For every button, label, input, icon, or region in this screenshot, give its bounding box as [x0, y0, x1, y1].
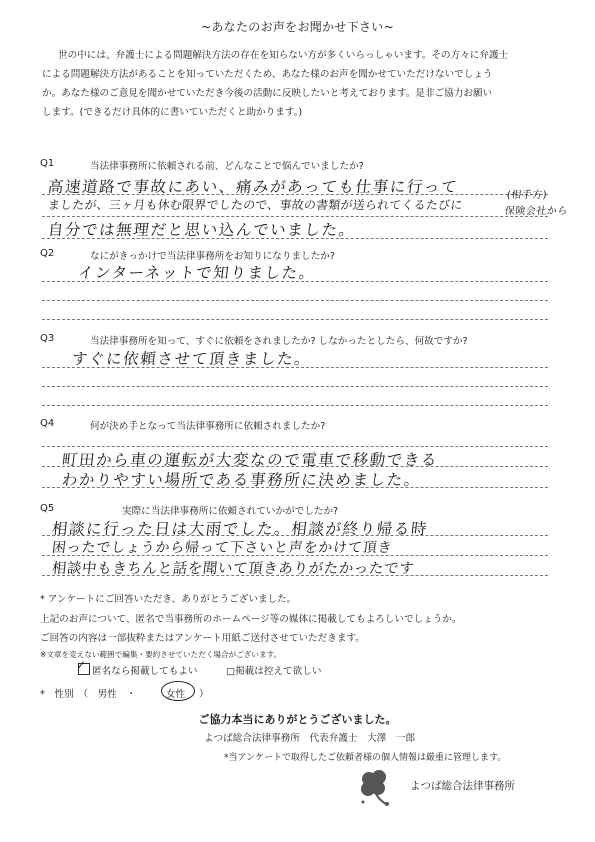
intro-paragraph	[42, 46, 558, 122]
answer-rule	[42, 466, 548, 467]
q5-question: 実際に当法律事務所に依頼されていかがでしたか?	[122, 506, 339, 517]
q3-answer-line: すぐに依頼させて頂きました。	[70, 350, 313, 368]
answer-rule	[42, 216, 548, 217]
q1-answer-line: ましたが、三ヶ月も休む限界でしたので、事故の書類が送られてくるたびに	[47, 198, 464, 212]
gender-selected[interactable]: 女性	[166, 689, 186, 700]
gender-label: * 性別 （ 男性 ・	[40, 689, 136, 700]
q1-number: Q1	[40, 158, 55, 169]
intro-line: か。あなた様のご意見を聞かせていただき今後の活動に反映したいと考えております。是非ご協力お願い	[42, 88, 493, 99]
q1-question: 当法律事務所に依頼される前、どんなことで悩んでいましたか?	[90, 161, 364, 172]
answer-rule	[42, 281, 548, 282]
q5-number: Q5	[40, 503, 55, 514]
q1-side-note: 保険会社から	[504, 206, 569, 217]
clover-logo-icon	[352, 764, 398, 810]
q5-answer-line: 困ったでしょうから帰って下さいと声をかけて頂き	[51, 540, 394, 556]
answer-rule	[42, 300, 548, 301]
q4-answer-line: 町田から車の運転が大変なので電車で移動できる	[60, 451, 440, 469]
q4-answer-line: わかりやすい場所である事務所に決めました。	[60, 471, 422, 489]
check-mark-icon: ✓	[76, 658, 87, 672]
edit-note: ※文章を変えない範囲で編集・要約させていただく場合がございます。	[40, 650, 282, 659]
answer-rule	[42, 446, 548, 447]
signature: よつば総合法律事務所 代表弁護士 大澤 一郎	[204, 733, 416, 744]
q3-question: 当法律事務所を知って、すぐに依頼をされましたか? しなかったとしたら、何故ですか?	[90, 336, 468, 347]
q2-number: Q2	[40, 248, 55, 259]
firm-name: よつば総合法律事務所	[410, 780, 515, 792]
answer-rule	[42, 555, 548, 556]
thanks-note: * アンケートにご回答いただき、ありがとうございました。	[40, 594, 297, 605]
content-note: ご回答の内容は一部抜粋またはアンケート用紙ご送付させていただきます。	[40, 633, 365, 644]
answer-rule	[42, 575, 548, 576]
q4-question: 何が決め手となって当法律事務所に依頼されましたか?	[90, 421, 326, 432]
closing-thanks: ご協力本当にありがとうございました。	[198, 713, 397, 726]
intro-line: 世の中には、弁護士による問題解決方法の存在を知らない方が多くいらっしゃいます。その方々に弁護士	[58, 50, 509, 61]
q3-number: Q3	[40, 333, 55, 344]
consent-question: 上記のお声について、匿名で当事務所のホームページ等の媒体に掲載してもよろしいでしょうか。	[40, 614, 462, 625]
consent-yes-label: 匿名なら掲載してもよい	[92, 666, 198, 677]
intro-line: による問題解決方法があることを知っていただくため、あなた様のお声を聞かせていただけないでしょう	[42, 69, 493, 80]
selection-circle	[161, 681, 195, 701]
answer-rule	[42, 319, 548, 320]
survey-title: ~あなたのお声をお聞かせ下さい~	[201, 20, 394, 34]
answer-rule	[42, 367, 548, 368]
q2-question: なにがきっかけで当法律事務所をお知りになりましたか?	[90, 251, 335, 262]
answer-rule	[42, 535, 548, 536]
q1-answer-line: 自分では無理だと思い込んでいました。	[46, 221, 357, 239]
q5-answer-line: 相談中もきちんと話を聞いて頂きありがたかったです	[51, 561, 416, 577]
q4-number: Q4	[40, 418, 55, 429]
consent-no-option[interactable]: □掲載は控えて欲しい	[226, 666, 322, 677]
answer-rule	[42, 386, 548, 387]
q1-side-note: (相手方)	[506, 190, 548, 201]
privacy-note: *当アンケートで取得したご依頼者様の個人情報は厳重に管理します。	[224, 753, 507, 763]
gender-close-bracket: ）	[199, 689, 209, 700]
intro-line: します。(できるだけ具体的に書いていただくと助かります。)	[42, 107, 303, 118]
answer-rule	[42, 487, 548, 488]
answer-rule	[42, 405, 548, 406]
q2-answer-line: インターネットで知りました。	[76, 264, 317, 282]
q1-answer-line: 高速道路で事故にあい、痛みがあっても仕事に行って	[46, 178, 460, 196]
q5-answer-line: 相談に行った日は大雨でした。相談が終り帰る時	[50, 520, 430, 538]
